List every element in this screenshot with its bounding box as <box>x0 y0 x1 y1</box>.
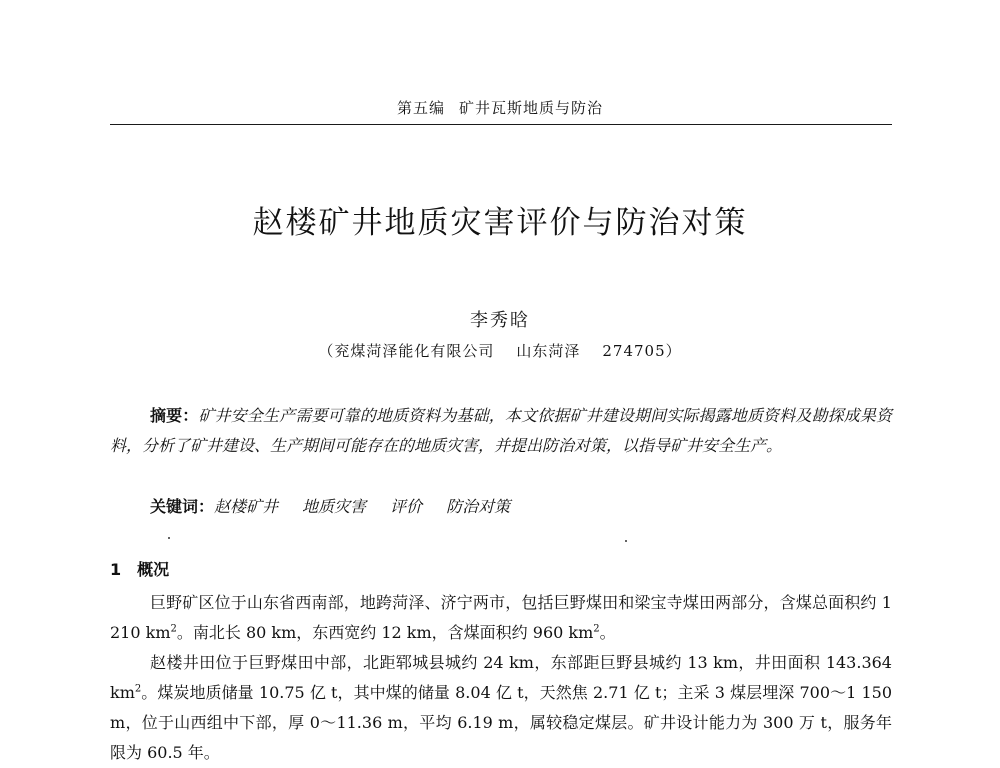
keywords-label: 关键词： <box>150 497 215 516</box>
affiliation-postcode: 274705） <box>602 342 682 360</box>
keyword: 地质灾害 <box>302 497 367 516</box>
paragraph-text: 巨野矿区位于山东省西南部，地跨菏泽、济宁两市，包括巨野煤田和梁宝寺煤田两部分，含煤总面积约 1 210 km <box>110 593 892 642</box>
paragraph-text: 赵楼井田位于巨野煤田中部，北距郓城县城约 24 km，东部距巨野县城约 13 km，井田面积 143.364 km <box>110 653 892 702</box>
abstract-text: 矿井安全生产需要可靠的地质资料为基础，本文依据矿井建设期间实际揭露地质资料及勘探成果资料，分析了矿井建设、生产期间可能存在的地质灾害，并提出防治对策，以指导矿井安全生产。 <box>110 406 892 455</box>
paragraph-text: 。煤炭地质储量 10.75 亿 t，其中煤的储量 8.04 亿 t，天然焦 2.71 亿 t；主采 3 煤层埋深 700～1 150 m，位于山西组中下部，厚 0～11.36 m，平均 6.19 m，属较稳定煤层。矿井设计能力为 300 万 t，服务年限为 60.5 年。 <box>110 683 892 762</box>
scan-speck <box>625 540 627 542</box>
paper-title: 赵楼矿井地质灾害评价与防治对策 <box>252 205 748 241</box>
section-title: 概况 <box>137 560 170 579</box>
author-name: 李秀晗 <box>470 310 530 331</box>
keyword: 评价 <box>390 497 423 516</box>
keyword: 防治对策 <box>446 497 511 516</box>
header-section: 第五编 <box>396 99 445 117</box>
affiliation-org: （兖煤菏泽能化有限公司 <box>318 342 495 360</box>
section-number: 1 <box>110 560 122 579</box>
superscript: 2 <box>593 623 600 635</box>
keyword: 赵楼矿井 <box>214 497 279 516</box>
scan-speck <box>168 537 170 539</box>
keywords <box>150 494 510 517</box>
paragraph-text: 。南北长 80 km，东西宽约 12 km，含煤面积约 960 km <box>176 623 594 642</box>
abstract-label: 摘要： <box>150 406 199 425</box>
affiliation-place: 山东菏泽 <box>516 342 581 360</box>
superscript: 2 <box>170 623 177 635</box>
abstract <box>110 401 892 461</box>
body-paragraph <box>110 588 892 648</box>
author-affiliation <box>0 340 1000 361</box>
superscript: 2 <box>134 683 142 695</box>
header-topic: 矿井瓦斯地质与防治 <box>459 99 604 117</box>
header-rule <box>110 124 892 125</box>
paragraph-text: 。 <box>599 623 616 642</box>
section-heading <box>110 557 169 580</box>
running-header <box>0 97 1000 118</box>
body-paragraph <box>110 648 892 768</box>
